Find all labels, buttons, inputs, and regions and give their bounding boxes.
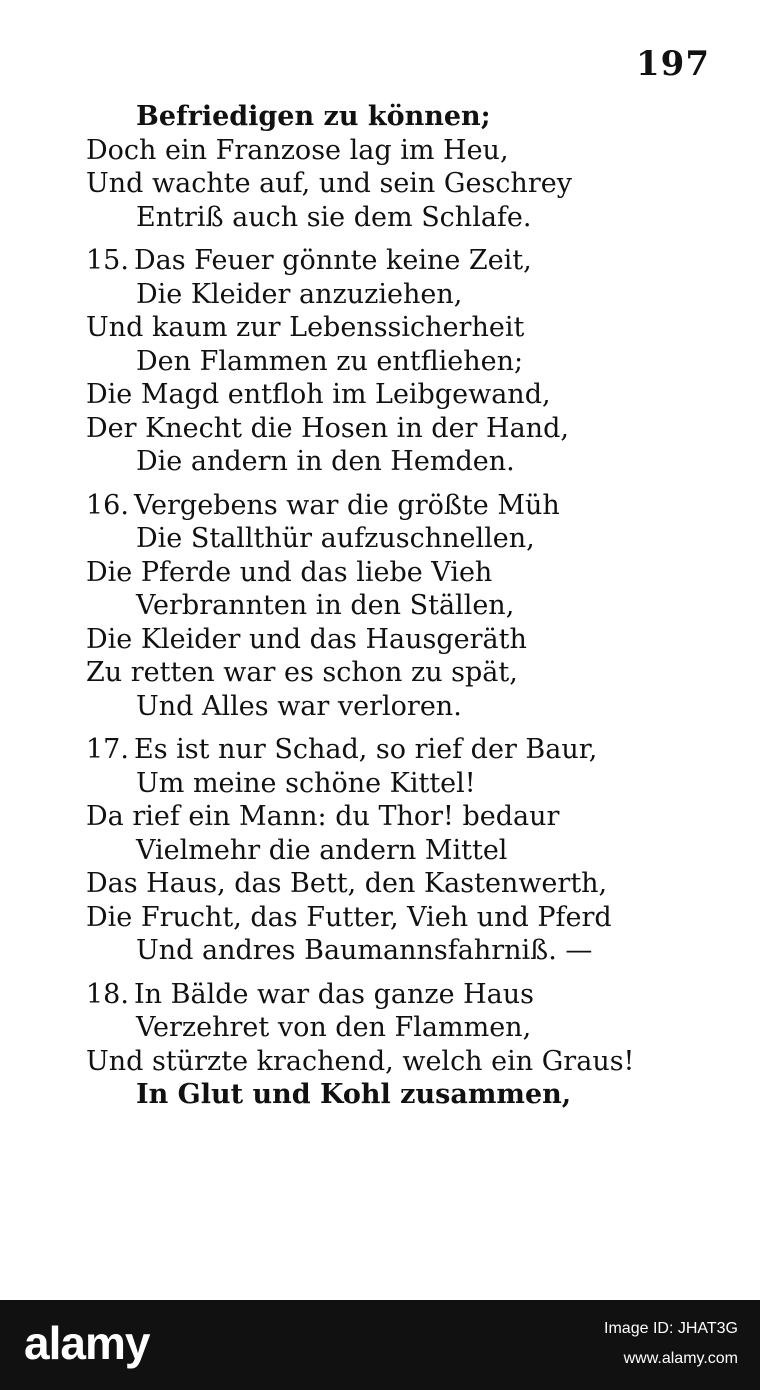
poem-line [86,100,686,134]
poem-line [86,134,686,168]
poem-line [86,978,686,1012]
line-text: Die Pferde und das liebe Vieh [86,556,493,588]
line-text: Vergebens war die größte Müh [134,489,560,521]
poem-line [86,934,686,968]
poem-line [86,656,686,690]
poem-line [86,445,686,479]
line-text: Das Feuer gönnte keine Zeit, [134,245,532,276]
line-text: Die Kleider und das Hausgeräth [86,623,527,655]
line-text: Es ist nur Schad, so rief der Baur, [134,734,598,765]
poem-line [86,1078,686,1112]
poem-line [86,690,686,724]
poem-line [86,378,686,412]
poem-line [86,867,686,901]
poem-line [86,345,686,379]
line-text: Den Flammen zu entfliehen; [136,345,524,377]
line-text: Und kaum zur Lebenssicherheit [86,312,525,343]
line-text: Und Alles war verloren. [136,690,462,722]
poem-line [86,522,686,556]
poem-line [86,244,686,278]
line-text: Das Haus, das Bett, den Kastenwerth, [86,868,608,899]
stanza-number: 17. [86,734,129,765]
line-text: Verzehret von den Flammen, [136,1012,532,1043]
line-text: Die Frucht, das Futter, Vieh und Pferd [86,901,612,933]
line-text: Verbrannten in den Ställen, [136,590,515,621]
poem-line [86,623,686,657]
line-text: Vielmehr die andern Mittel [136,834,508,866]
line-text: Und stürzte krachend, welch ein Graus! [86,1045,635,1077]
poem-text [86,100,686,1112]
line-text: Und wachte auf, und sein Geschrey [86,168,572,199]
poem-line [86,278,686,312]
line-text: Doch ein Franzose lag im Heu, [86,134,509,166]
poem-line [86,311,686,345]
stanza-number: 18. [86,978,129,1010]
watermark-banner [0,1300,760,1390]
line-text: Entriß auch sie dem Schlafe. [136,201,532,233]
alamy-logo: alamy [24,1317,150,1369]
line-text: Der Knecht die Hosen in der Hand, [86,412,569,444]
poem-line [86,901,686,935]
line-text: Da rief ein Mann: du Thor! bedaur [86,801,560,832]
poem-line [86,767,686,801]
poem-line [86,800,686,834]
line-text: Befriedigen zu können; [136,101,491,132]
poem-line [86,1045,686,1079]
poem-line [86,733,686,767]
poem-line [86,556,686,590]
page-number: 197 [636,44,710,84]
stanza-number: 16. [86,489,129,521]
poem-line [86,1011,686,1045]
poem-line [86,489,686,523]
poem-line [86,412,686,446]
line-text: Die andern in den Hemden. [136,446,515,477]
line-text: In Glut und Kohl zusammen, [136,1079,572,1110]
line-text: Die Kleider anzuziehen, [136,278,463,310]
poem-line [86,167,686,201]
stanza-number: 15. [86,245,129,276]
poem-line [86,201,686,235]
poem-line [86,834,686,868]
line-text: In Bälde war das ganze Haus [134,978,535,1010]
site-url: www.alamy.com [623,1350,738,1367]
image-id-label: Image ID: JHAT3G [604,1320,738,1337]
line-text: Um meine schöne Kittel! [136,767,476,799]
line-text: Zu retten war es schon zu spät, [86,657,518,688]
line-text: Und andres Baumannsfahrniß. — [136,935,593,966]
poem-line [86,589,686,623]
line-text: Die Stallthür aufzuschnellen, [136,523,535,554]
line-text: Die Magd entfloh im Leibgewand, [86,379,551,410]
